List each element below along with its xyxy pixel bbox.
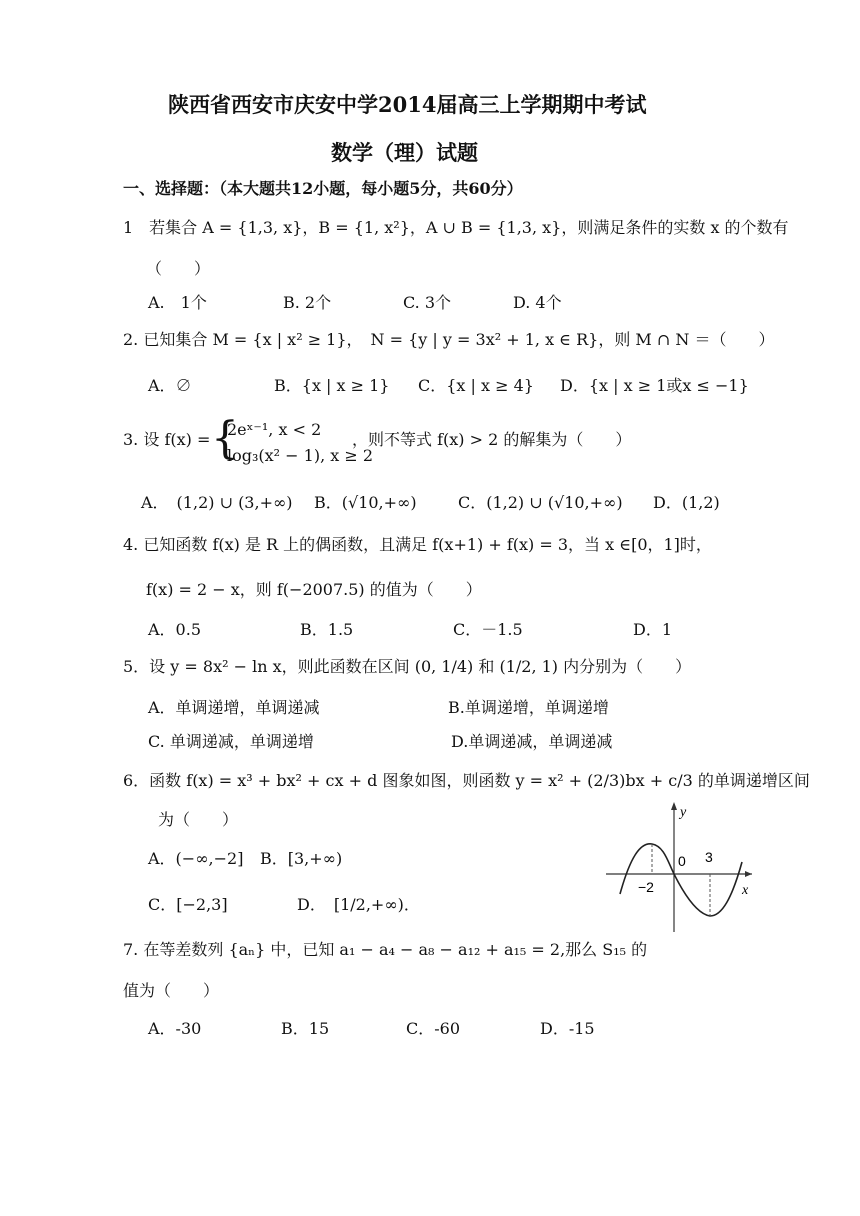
q6-stem: 6．函数 f(x) = x³ + bx² + cx + d 图象如图，则函数 y = x² + (2/3)bx + c/3 的单调递增区间 [123, 771, 810, 790]
graph-left-mark: −2 [638, 879, 654, 895]
q7-stem-2: 值为（ ） [123, 981, 220, 1000]
q4-option-b: B．1.5 [300, 620, 354, 639]
q6-function-graph [606, 800, 756, 932]
q4-option-d: D．1 [633, 620, 673, 639]
q5-option-b: B.单调递增，单调递增 [448, 698, 609, 717]
q3-option-d: D．(1,2) [653, 493, 720, 512]
graph-x-label: x [742, 883, 749, 898]
q6-option-d: D． [1/2,+∞)． [297, 895, 420, 914]
page-subtitle: 数学（理）试题 [331, 140, 478, 165]
q6-option-b: B．[3,+∞) [260, 849, 343, 868]
q7-option-a: A．-30 [148, 1019, 202, 1038]
q3-brace: { [211, 413, 239, 464]
q6-stem-2: 为（ ） [158, 810, 239, 829]
q3-option-b: B．(√10,+∞) [314, 493, 417, 512]
graph-x-arrow [745, 871, 752, 877]
q2-option-a: A．∅ [148, 376, 192, 395]
q3-case-1: 2eˣ⁻¹, x < 2 [227, 420, 322, 439]
q5-option-c: C. 单调递减，单调递增 [148, 732, 314, 751]
q7-option-b: B．15 [281, 1019, 330, 1038]
q1-option-d: D. 4个 [513, 293, 562, 312]
q7-stem: 7. 在等差数列 {aₙ} 中，已知 a₁ − a₄ − a₈ − a₁₂ + a₁₅ = 2,那么 S₁₅ 的 [123, 940, 648, 959]
q7-option-d: D．-15 [540, 1019, 595, 1038]
graph-right-mark: 3 [705, 849, 713, 865]
q4-option-a: A．0.5 [148, 620, 202, 639]
section-heading: 一、选择题：（本大题共12小题，每小题5分，共60分） [123, 179, 523, 198]
q3-case-2: log₃(x² − 1), x ≥ 2 [227, 446, 374, 465]
graph-y-label: y [680, 805, 687, 820]
graph-origin-label: 0 [678, 853, 686, 869]
q4-option-c: C．－1.5 [453, 620, 523, 639]
q1-option-a: A. 1个 [148, 293, 207, 312]
q2-option-c: C．{x | x ≥ 4} [418, 376, 534, 395]
q2-option-d: D．{x | x ≥ 1或x ≤ −1} [560, 376, 749, 395]
q4-stem: 4. 已知函数 f(x) 是 R 上的偶函数，且满足 f(x+1) + f(x) = 3，当 x ∈[0，1]时， [123, 535, 712, 554]
q3-option-a: A． (1,2) ∪ (3,+∞) [141, 493, 293, 512]
q3-option-c: C．(1,2) ∪ (√10,+∞) [458, 493, 623, 512]
q2-stem: 2. 已知集合 M = {x | x² ≥ 1}， N = {y | y = 3x² + 1, x ∈ R}，则 M ∩ N ＝（ ） [123, 330, 775, 349]
q1-option-c: C. 3个 [403, 293, 452, 312]
q5-option-d: D.单调递减，单调递减 [451, 732, 613, 751]
q3-lead: 3. 设 f(x) = [123, 430, 211, 449]
q4-stem-2: f(x) = 2 − x，则 f(−2007.5) 的值为（ ） [146, 580, 482, 599]
q1-option-b: B. 2个 [283, 293, 332, 312]
q6-option-a: A．(−∞,−2] [148, 849, 244, 868]
q7-option-c: C．-60 [406, 1019, 461, 1038]
q2-option-b: B．{x | x ≥ 1} [274, 376, 390, 395]
q1-paren: （ ） [146, 259, 211, 278]
q5-option-a: A．单调递增，单调递减 [148, 698, 320, 717]
q6-option-c: C．[−2,3] [148, 895, 228, 914]
q1-stem: 1 若集合 A = {1,3, x}，B = {1, x²}，A ∪ B = {1,3, x}，则满足条件的实数 x 的个数有 [123, 218, 789, 237]
page-title: 陕西省西安市庆安中学2014届高三上学期期中考试 [168, 92, 647, 117]
q3-tail: ，则不等式 f(x) > 2 的解集为（ ） [352, 430, 632, 449]
q5-stem: 5．设 y = 8x² − ln x，则此函数在区间 (0, 1/4) 和 (1/2, 1) 内分别为（ ） [123, 657, 692, 676]
graph-y-arrow [671, 802, 677, 810]
